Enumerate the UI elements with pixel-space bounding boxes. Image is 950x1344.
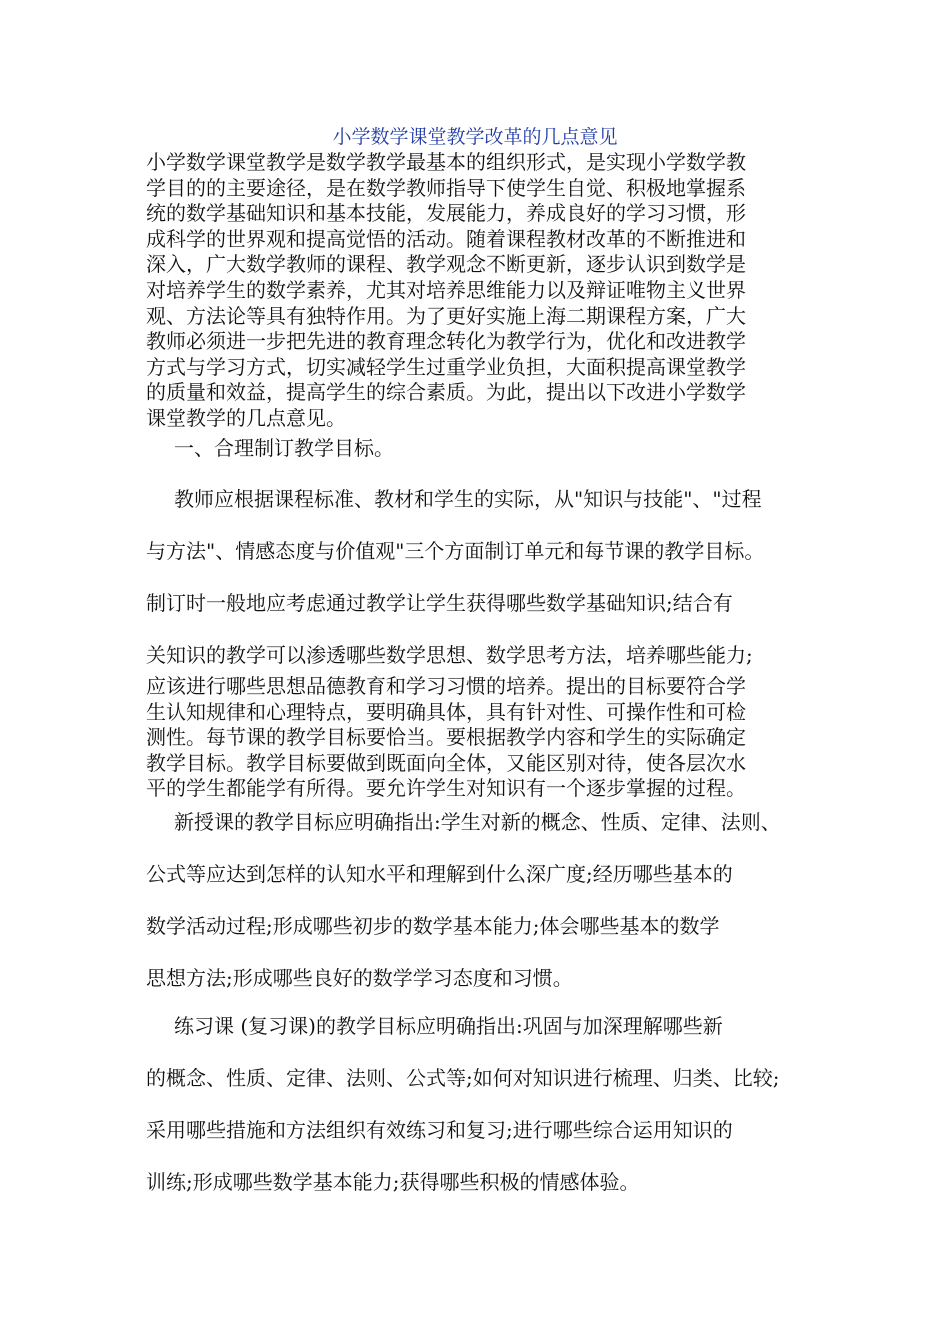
section1-heading: 一、合理制订教学目标。 xyxy=(174,436,394,460)
text-line: 平的学生都能学有所得。要允许学生对知识有一个逐步掌握的过程。 xyxy=(146,776,746,801)
text-line: 教师应根据课程标准、教材和学生的实际，从"知识与技能"、"过程 xyxy=(174,487,762,511)
text-line: 小学数学课堂教学是数学教学最基本的组织形式，是实现小学数学教 xyxy=(146,150,746,174)
text-line: 教学目标。教学目标要做到既面向全体，又能区别对待，使各层次水 xyxy=(146,750,746,775)
text-line: 数学活动过程;形成哪些初步的数学基本能力;体会哪些基本的数学 xyxy=(146,914,720,938)
text-line: 公式等应达到怎样的认知水平和理解到什么深广度;经历哪些基本的 xyxy=(146,862,733,886)
text-line: 的质量和效益，提高学生的综合素质。为此，提出以下改进小学数学 xyxy=(146,380,746,405)
text-line: 与方法"、情感态度与价值观"三个方面制订单元和每节课的教学目标。 xyxy=(146,539,765,563)
text-line: 采用哪些措施和方法组织有效练习和复习;进行哪些综合运用知识的 xyxy=(146,1118,733,1142)
text-line: 课堂教学的几点意见。 xyxy=(146,405,346,430)
text-line: 思想方法;形成哪些良好的数学学习态度和习惯。 xyxy=(146,966,573,990)
text-line: 方式与学习方式，切实减轻学生过重学业负担，大面积提高课堂教学 xyxy=(146,354,746,379)
text-line: 新授课的教学目标应明确指出:学生对新的概念、性质、定律、法则、 xyxy=(174,810,781,834)
intro-paragraph xyxy=(146,150,818,432)
text-line: 观、方法论等具有独特作用。为了更好实施上海二期课程方案，广大 xyxy=(146,303,746,328)
text-line: 深入，广大数学教师的课程、教学观念不断更新，逐步认识到数学是 xyxy=(146,252,746,277)
section-heading xyxy=(146,436,846,462)
new-lesson-paragraph xyxy=(146,808,818,1016)
text-line: 测性。每节课的教学目标要恰当。要根据教学内容和学生的实际确定 xyxy=(146,725,746,750)
text-line: 制订时一般地应考虑通过教学让学生获得哪些数学基础知识;结合有 xyxy=(146,591,733,615)
text-line: 学目的的主要途径，是在数学教师指导下使学生自觉、积极地掌握系 xyxy=(146,175,746,200)
text-line: 练习课 (复习课)的教学目标应明确指出:巩固与加深理解哪些新 xyxy=(174,1014,723,1038)
text-line: 应该进行哪些思想品德教育和学习习惯的培养。提出的目标要符合学 xyxy=(146,674,746,698)
practice-lesson-paragraph xyxy=(146,1012,818,1220)
text-line: 生认知规律和心理特点，要明确具体，具有针对性、可操作性和可检 xyxy=(146,699,746,724)
text-line: 的概念、性质、定律、法则、公式等;如何对知识进行梳理、归类、比较; xyxy=(146,1066,780,1090)
goal-continuation-paragraph xyxy=(146,674,818,802)
text-line: 对培养学生的数学素养，尤其对培养思维能力以及辩证唯物主义世界 xyxy=(146,277,746,302)
text-line: 教师必须进一步把先进的教育理念转化为教学行为，优化和改进教学 xyxy=(146,329,746,354)
document-title: 小学数学课堂教学改革的几点意见 xyxy=(332,126,618,148)
text-line: 成科学的世界观和提高觉悟的活动。随着课程教材改革的不断推进和 xyxy=(146,226,746,251)
text-line: 关知识的教学可以渗透哪些数学思想、数学思考方法，培养哪些能力; xyxy=(146,643,753,667)
goal-paragraph xyxy=(146,485,818,693)
text-line: 统的数学基础知识和基本技能，发展能力，养成良好的学习习惯，形 xyxy=(146,201,746,226)
text-line: 训练;形成哪些数学基本能力;获得哪些积极的情感体验。 xyxy=(146,1170,640,1194)
